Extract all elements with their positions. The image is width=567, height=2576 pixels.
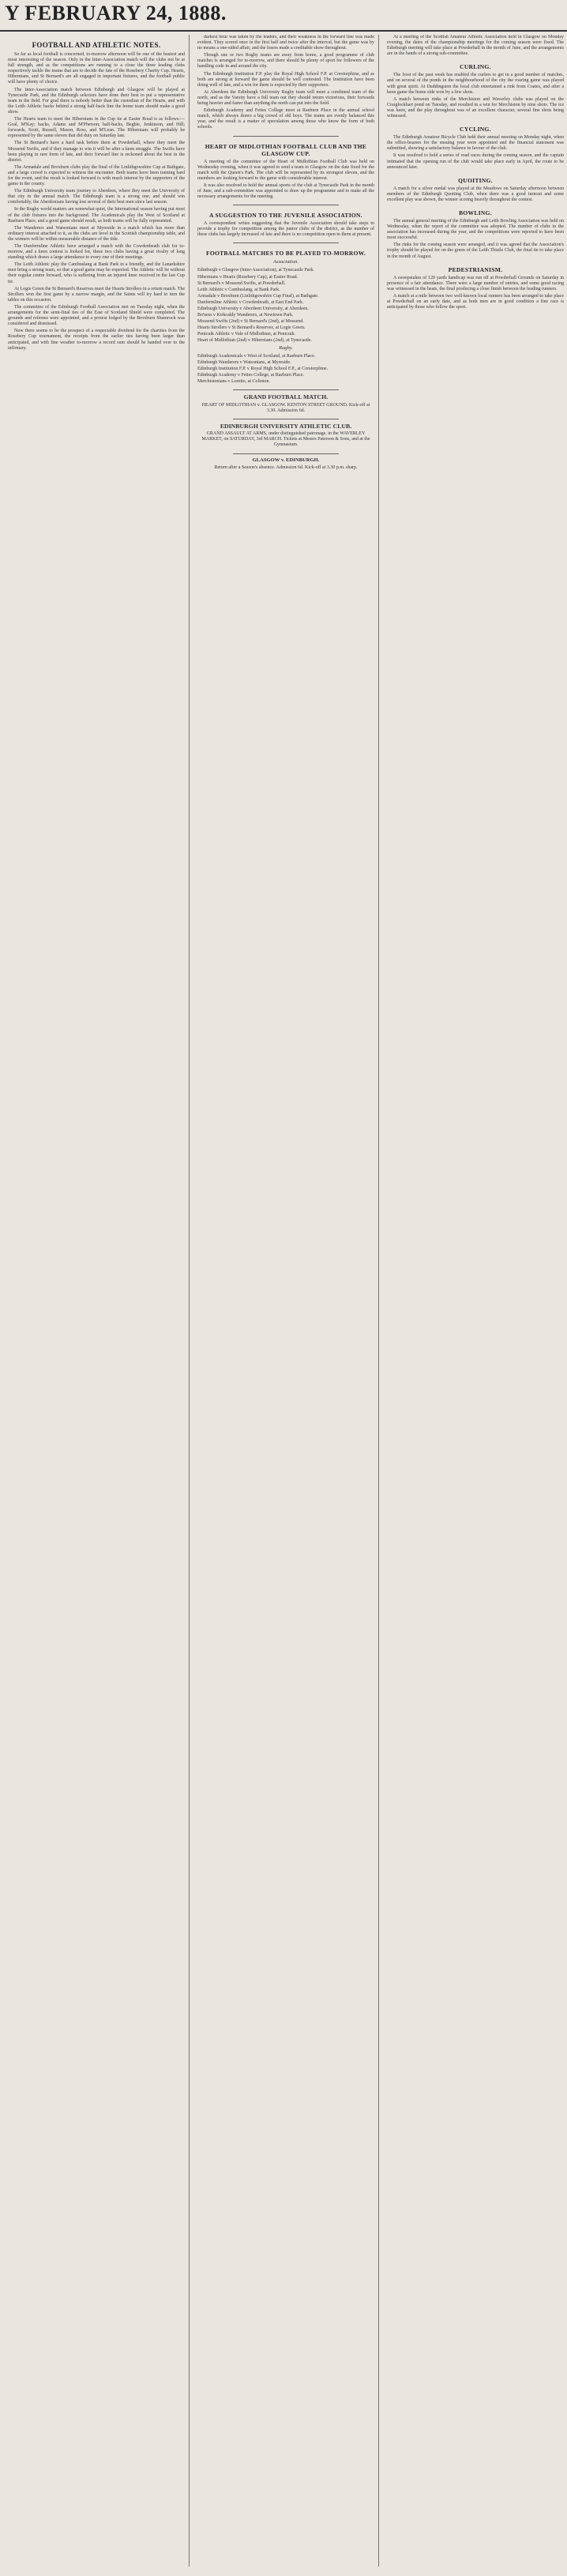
list-item: Dunfermline Athletic v Cowdenbeath, at East End Park.	[197, 299, 304, 305]
column-rule	[189, 35, 190, 2567]
list-item: Bo'ness v Kirkcaldy Wanderers, at Newtown Park.	[197, 313, 294, 318]
list-item: Mossend Swifts (2nd) v St Bernard's (2nd), at Mossend.	[197, 319, 304, 325]
article-paragraph: At Logie Green the St Bernard's Reserves meet the Hearts Strollers in a return match. The Strollers won the first game by a narrow margin, and the Saints will try hard to turn the tables on this occasion.	[8, 286, 185, 303]
article-paragraph: The Leith Athletic play the Cambuslang at Bank Park in a friendly, and the Lanarkshire men bring a strong team, so that a good game may be expected. The Athletic will be without their regular centre forward, who is suffering from an injured knee received in the last Cup tie.	[8, 262, 185, 284]
section-heading: CURLING.	[460, 63, 491, 71]
article-paragraph: A match between rinks of the Merchiston and Waverley clubs was played on the Craiglockhart pond on Tuesday, and resulted in a win for Merchiston by nine shots. The ice was keen, and the play throughout was of an excellent character, several fine shots being witnessed.	[387, 96, 564, 119]
masthead	[0, 0, 567, 32]
section-heading: CYCLING.	[460, 126, 491, 134]
article-paragraph: The Edinburgh Institution F.P. play the Royal High School F.P. at Corstorphine, and as both are strong at forward the game should be well contested. The Institution have been doing well of late, and a win for them is expected by their supporters.	[197, 71, 374, 88]
column-football-notes	[8, 35, 185, 2567]
advert-text: HEART OF MIDLOTHIAN v. GLASGOW. KENTON STREET GROUND. Kick-off at 3.30. Admission 6d.	[201, 402, 370, 413]
article-paragraph: Now there seems to be the prospect of a respectable dividend for the charities from the Rosebery Cup tournament, the receipts from the earlier ties having been larger than anticipated, and with fine weather to-morrow a record sum should be handed over to the infirmary.	[8, 329, 185, 351]
article-paragraph: It was resolved to hold a series of road races during the coming season, and the captain intimated that the opening run of the club would take place early in April, the route to be announced later.	[387, 153, 564, 170]
advert-heading: GLASGOW v. EDINBURGH.	[252, 457, 320, 463]
section-heading: FOOTBALL AND ATHLETIC NOTES.	[32, 41, 161, 49]
article-paragraph: The St Bernard's have a hard task before them at Powderhall, where they meet the Mossend Swifts, and if they manage to win it will be after a keen struggle. The Swifts have been playing in rare form of late, and their forward line is reckoned about the best in the district.	[8, 141, 185, 163]
article-paragraph: The frost of the past week has enabled the curlers to get in a good number of matches, and on several of the ponds in the neighbourhood of the city the roaring game was played with great spirit. At Duddingston the local club entertained a rink from Coates, and after a keen game the home side won by a few shots.	[387, 73, 564, 95]
article-paragraph: At a meeting of the Scottish Amateur Athletic Association held in Glasgow on Monday evening, the dates of the championship meetings for the coming season were fixed. The Edinburgh meeting will take place at Powderhall in the month of June, and the arrangements are in the hands of a strong sub-committee.	[387, 35, 564, 57]
article-paragraph: The Edinburgh University team journey to Aberdeen, where they meet the University of that city in the annual match. The Edinburgh team is a strong one, and should win comfortably, the Aberdonians having lost several of their best men since last season.	[8, 189, 185, 205]
list-item: Edinburgh University v Aberdeen University, at Aberdeen.	[197, 306, 309, 311]
article-paragraph: A match at a mile between two well-known local runners has been arranged to take place at Powderhall on an early date, and as both men are in good condition a fine race is anticipated by those who follow the sport.	[387, 293, 564, 310]
list-item: Penicuik Athletic v Vale of Midlothian, at Penicuik.	[197, 332, 296, 337]
article-paragraph: Edinburgh Academy and Fettes College meet at Raeburn Place in the annual school match, which always draws a big crowd of old boys. The teams are evenly balanced this year, and the result is a matter of speculation among those who know the form of both schools.	[197, 108, 374, 130]
list-item: St Bernard's v Mossend Swifts, at Powderhall.	[197, 280, 286, 286]
section-divider	[233, 389, 339, 390]
list-item: Edinburgh v Glasgow (Inter-Association), at Tynecastle Park.	[197, 268, 314, 273]
article-paragraph: A meeting of the committee of the Heart of Midlothian Football Club was held on Wednesday evening, when it was agreed to send a team to Glasgow on the date fixed for the match with the Queen's Park. The club will be represented by its strongest eleven, and the members are looking forward to the game with considerable interest.	[197, 159, 374, 181]
article-paragraph: The Armadale and Broxburn clubs play the final of the Linlithgowshire Cup at Bathgate, and a large crowd is expected to witness the encounter. Both teams have been training hard for the event, and the result is looked forward to with much interest by the supporters of the game in the county.	[8, 164, 185, 187]
fixture-list	[197, 268, 374, 344]
list-item: Leith Athletic v Cambuslang, at Bank Park.	[197, 287, 280, 292]
list-item: Hibernians v Hearts (Rosebery Cup), at Easter Road.	[197, 274, 299, 280]
advert-heading: GRAND FOOTBALL MATCH.	[243, 393, 329, 401]
advert-text: Return after a Season's absence. Admission 6d. Kick-off at 3.30 p.m. sharp.	[214, 464, 358, 470]
article-paragraph: At Aberdeen the Edinburgh University Rugby team will meet a combined team of the north, and as the Varsity have a full team out they should return victorious, their forwards being heavier and faster than anything the north can put into the field.	[197, 89, 374, 107]
list-item: Edinburgh Academicals v West of Scotland, at Raeburn Place.	[197, 353, 316, 359]
article-paragraph: A correspondent writes suggesting that the Juvenile Association should take steps to provide a trophy for competition among the junior clubs of the district, as the number of these clubs has largely increased of late and there is no competition open to them at present.	[197, 221, 374, 238]
section-heading: BOWLING.	[459, 209, 492, 216]
article-paragraph: The Edinburgh Amateur Bicycle Club held their annual meeting on Monday night, when the office-bearers for the ensuing year were appointed and the financial statement was submitted, showing a satisfactory balance in favour of the club.	[387, 135, 564, 152]
article-paragraph: The Dunfermline Athletic have arranged a match with the Cowdenbeath club for to-morrow, and a keen contest is looked for, these two clubs having a great rivalry of long standing which draws a large attendance to every one of their meetings.	[8, 244, 185, 261]
list-item: Merchistonians v Loretto, at Colinton.	[197, 378, 270, 384]
section-heading: A SUGGESTION TO THE JUVENILE ASSOCIATION.	[209, 212, 362, 220]
advert-text: GRAND ASSAULT AT ARMS, under distinguished patronage, in the WAVERLEY MARKET, on SATURDAY, 3rd MARCH. Tickets at Messrs Paterson & Sons, and at the Gymnasium.	[201, 431, 370, 448]
article-paragraph: The Wanderers and Watsonians meet at Myreside in a match which has more than ordinary interest attached to it, as the clubs are level in the Scottish championship table, and the winners will be within measurable distance of the title.	[8, 225, 185, 242]
list-item: Hearts Strollers v St Bernard's Reserves, at Logie Green.	[197, 325, 306, 331]
section-divider	[233, 136, 339, 137]
section-heading: FOOTBALL MATCHES TO BE PLAYED TO-MORROW.	[205, 250, 366, 258]
section-heading: HEART OF MIDLOTHIAN FOOTBALL CLUB AND THE GLASGOW CUP.	[205, 142, 367, 157]
subheading: Rugby.	[279, 344, 293, 351]
section-heading: QUOITING.	[458, 176, 493, 184]
article-paragraph: A match for a silver medal was played at the Meadows on Saturday afternoon between members of the Edinburgh Quoiting Club, when there was a good turnout and some excellent play was shown, the winner scoring heavily throughout the contest.	[387, 186, 564, 202]
list-item: Edinburgh Academy v Fettes College, at Raeburn Place.	[197, 372, 305, 378]
section-heading: PEDESTRIANISM.	[448, 265, 503, 273]
article-paragraph: The annual general meeting of the Edinburgh and Leith Bowling Association was held on Wednesday, when the report of the committee was adopted. The number of clubs in the association has increased during the year, and the competitions were reported to have been most successful.	[387, 218, 564, 241]
list-item: Armadale v Broxburn (Linlithgowshire Cup Final), at Bathgate.	[197, 293, 319, 299]
advert-heading: EDINBURGH UNIVERSITY ATHLETIC CLUB.	[220, 422, 352, 430]
article-paragraph: The rinks for the coming season were arranged, and it was agreed that the Association's trophy should be played for on the green of the Leith Thistle Club, the final tie to take place in the month of August.	[387, 243, 564, 259]
list-item: Heart of Midlothian (2nd) v Hibernians (2nd), at Tynecastle.	[197, 338, 313, 344]
article-paragraph: So far as local football is concerned, to-morrow afternoon will be one of the busiest and most interesting of the season. Only in the Inter-Association match will the clubs not be at full strength, and as the competitions are running to a close the three leading clubs respectively tackle the teams that are to decide the fate of the Rosebery Charity Cup. Hearts, Hibernians, and St Bernard's are all engaged in important fixtures, and the football public will have plenty of choice.	[8, 52, 185, 85]
article-paragraph: In the Rugby world matters are somewhat quiet, the International season having put most of the club fixtures into the background. The Academicals play the West of Scotland at Raeburn Place, and a good game should result, as both teams will be fully represented.	[8, 207, 185, 224]
page-date: Y FEBRUARY 24, 1888.	[5, 2, 227, 24]
column-other-sports	[387, 35, 564, 2567]
article-paragraph: It was also resolved to hold the annual sports of the club at Tynecastle Park in the month of June, and a sub-committee was appointed to draw up the programme and to make all the necessary arrangements for the meeting.	[197, 182, 374, 200]
article-paragraph: The Hearts team to meet the Hibernians in the Cup tie at Easter Road is as follows:— Goal, M'Kay; backs, Adams and M'Pherson; half-backs, Begbie, Jenkinson, and Hill; forwards, Scott, Russell, Mason, Ross, and M'Lean. The Hibernians will probably be represented by the same eleven that did duty on Saturday last.	[8, 117, 185, 139]
article-paragraph: Though one or two Rugby teams are away from home, a good programme of club matches is arranged for to-morrow, and there should be plenty of sport for followers of the handling code in and around the city.	[197, 53, 374, 70]
subheading: Association.	[273, 259, 299, 265]
article-paragraph: The committee of the Edinburgh Football Association met on Tuesday night, when the arrangements for the semi-final ties of the East of Scotland Shield were completed. The grounds and referees were appointed, and a protest lodged by the Broxburn Shamrock was considered and dismissed.	[8, 304, 185, 327]
rugby-fixture-list	[197, 354, 374, 385]
column-rule	[378, 35, 379, 2567]
section-divider	[233, 453, 339, 454]
article-paragraph: darkest hour was taken by the leaders, and their weakness in the forward line was made evident. They scored once in the first half and twice after the interval, but the game was by no means a one-sided affair, and the losers made a creditable show throughout.	[197, 35, 374, 51]
list-item: Edinburgh Wanderers v Watsonians, at Myreside.	[197, 359, 291, 365]
article-paragraph: The Inter-Association match between Edinburgh and Glasgow will be played at Tynecastle Park, and the Edinburgh selectors have done their best to put a representative team in the field. For goal there is nobody better than the custodian of the Hearts, and with the Leith Athletic backs behind a strong half-back line the home team should make a good show.	[8, 87, 185, 115]
column-matches	[197, 35, 374, 2567]
article-paragraph: A sweepstakes of 120 yards handicap was run off at Powderhall Grounds on Saturday in presence of a fair attendance. There were a large number of entries, and some good racing was witnessed in the heats, the final producing a close finish between the leading runners.	[387, 275, 564, 291]
list-item: Edinburgh Institution F.P. v Royal High School F.P., at Corstorphine.	[197, 366, 329, 371]
